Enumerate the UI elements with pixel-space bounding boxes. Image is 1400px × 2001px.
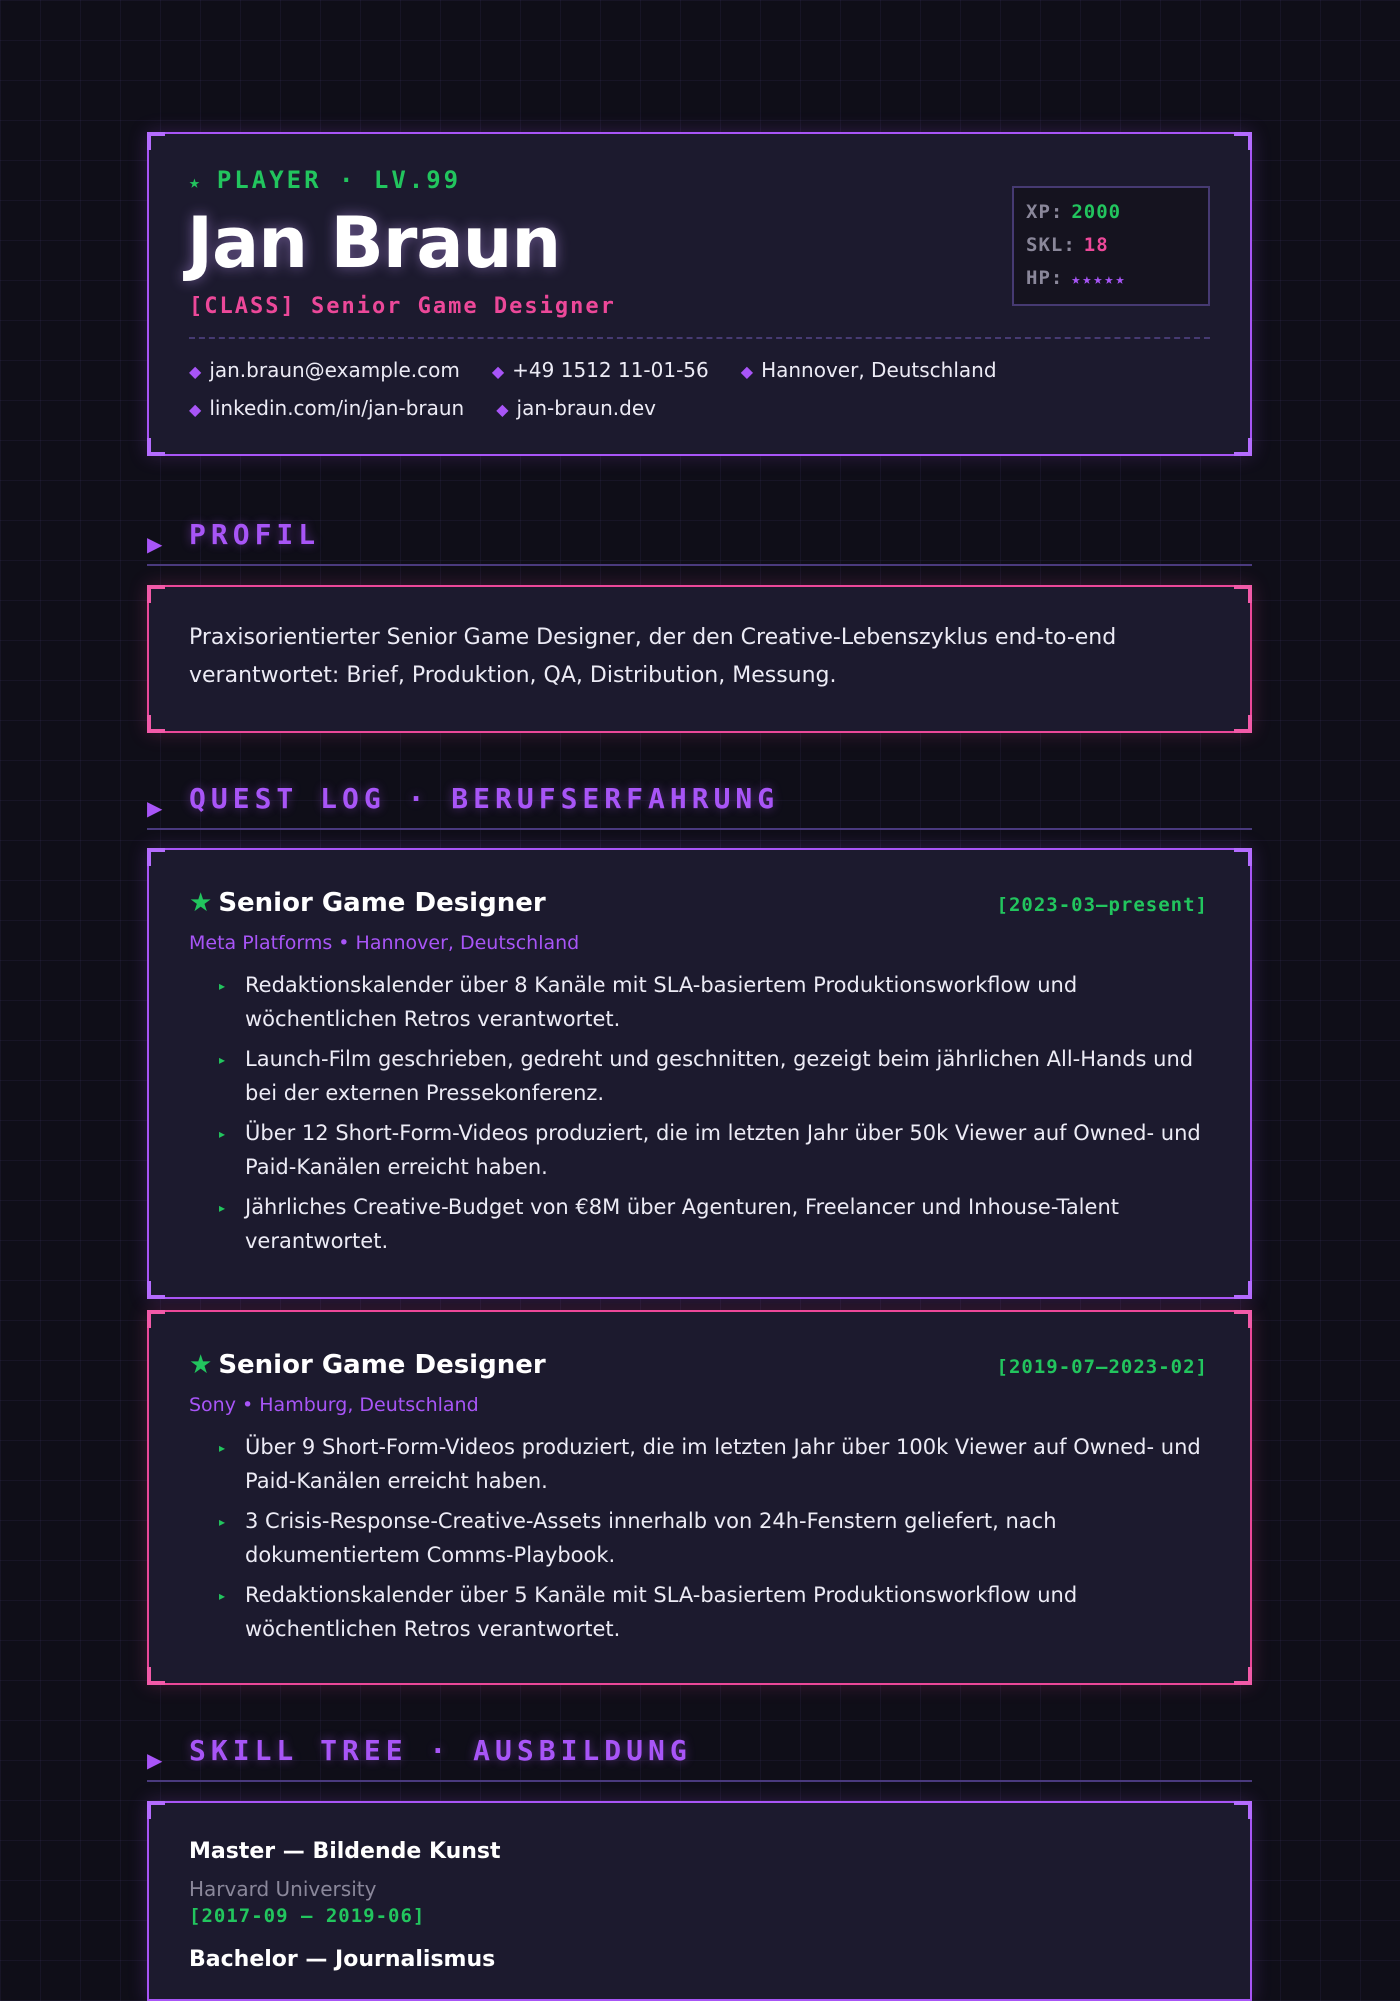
list-item: ▸ Launch-Film geschrieben, gedreht und geschnitten, gezeigt beim jährlichen All-Hands und bei der externen Pressekonferenz. xyxy=(219,1042,1219,1110)
education-card xyxy=(147,1801,1252,2001)
triangle-right-icon: ▶ xyxy=(147,1748,163,1772)
star-icon: ★ xyxy=(189,172,203,193)
list-item: ▸ 3 Crisis-Response-Creative-Assets innerhalb von 24h-Fenstern geliefert, nach dokumentiertem Comms-Playbook. xyxy=(219,1504,1219,1572)
player-level: ★ PLAYER · LV.99 xyxy=(189,166,462,194)
edu-degree: Bachelor — Journalismus xyxy=(189,1947,496,1972)
list-item: ▸ Jährliches Creative-Budget von €8M über Agenturen, Freelancer und Inhouse-Talent verantwortet. xyxy=(219,1190,1219,1258)
list-item: ▸ Über 9 Short-Form-Videos produziert, die im letzten Jahr über 100k Viewer auf Owned- und Paid-Kanälen erreicht haben. xyxy=(219,1430,1219,1498)
divider xyxy=(189,337,1210,339)
bullet-arrow-icon: ▸ xyxy=(219,1515,226,1529)
bullet-arrow-icon: ▸ xyxy=(219,1127,226,1141)
bullet-arrow-icon: ▸ xyxy=(219,1201,226,1215)
job-date: [2019-07—2023-02] xyxy=(996,1356,1208,1378)
list-item: ▸ Über 12 Short-Form-Videos produziert, die im letzten Jahr über 50k Viewer auf Owned- und Paid-Kanälen erreicht haben. xyxy=(219,1116,1219,1184)
section-heading-experience: ▶ QUEST LOG · BERUFSERFAHRUNG xyxy=(147,778,1252,830)
job-company: Sony • Hamburg, Deutschland xyxy=(189,1394,479,1416)
star-icon: ★ xyxy=(189,888,213,918)
profile-text: Praxisorientierter Senior Game Designer, der den Creative-Lebenszyklus end-to-end verantwortet: Brief, Produktion, QA, Distribution, Messung. xyxy=(189,625,1117,688)
section-heading-profile: ▶ PROFIL xyxy=(147,514,1252,566)
job-bullets xyxy=(219,1430,1219,1652)
list-item: ▸ Redaktionskalender über 8 Kanäle mit SLA-basiertem Produktionsworkflow und wöchentlichen Retros verantwortet. xyxy=(219,968,1219,1036)
list-item: ▸ Redaktionskalender über 5 Kanäle mit SLA-basiertem Produktionsworkflow und wöchentlichen Retros verantwortet. xyxy=(219,1578,1219,1646)
contact-phone[interactable]: ◆ +49 1512 11-01-56 xyxy=(491,358,709,382)
contact-location: ◆ Hannover, Deutschland xyxy=(740,358,997,382)
diamond-icon: ◆ xyxy=(491,362,505,381)
bullet-arrow-icon: ▸ xyxy=(219,1053,226,1067)
stat-hp: HP: ★★★★★ xyxy=(1026,267,1127,289)
edu-date: [2017-09 — 2019-06] xyxy=(189,1905,426,1927)
diamond-icon: ◆ xyxy=(189,400,202,419)
diamond-icon: ◆ xyxy=(189,362,202,381)
diamond-icon: ◆ xyxy=(740,362,754,381)
hp-stars-icon: ★★★★★ xyxy=(1071,270,1127,288)
candidate-name: Jan Braun xyxy=(187,202,561,284)
contact-linkedin[interactable]: ◆ linkedin.com/in/jan-braun xyxy=(189,396,465,420)
job-bullets xyxy=(219,968,1219,1264)
job-date: [2023-03—present] xyxy=(996,894,1208,916)
stat-xp: XP: 2000 xyxy=(1026,201,1122,223)
job-title: ★ Senior Game Designer xyxy=(189,1350,546,1380)
job-card xyxy=(147,848,1252,1299)
job-company: Meta Platforms • Hannover, Deutschland xyxy=(189,932,580,954)
contact-email[interactable]: ◆ jan.braun@example.com xyxy=(189,358,460,382)
contact-list xyxy=(189,352,1209,428)
triangle-right-icon: ▶ xyxy=(147,532,163,556)
bullet-arrow-icon: ▸ xyxy=(219,979,226,993)
contact-website[interactable]: ◆ jan-braun.dev xyxy=(496,396,656,420)
edu-school: Harvard University xyxy=(189,1877,377,1901)
stat-skl: SKL: 18 xyxy=(1026,234,1109,256)
diamond-icon: ◆ xyxy=(496,400,509,419)
profile-card xyxy=(147,585,1252,733)
stats-box xyxy=(1012,186,1210,306)
job-card xyxy=(147,1310,1252,1685)
job-class: [CLASS] Senior Game Designer xyxy=(189,294,616,319)
section-heading-education: ▶ SKILL TREE · AUSBILDUNG xyxy=(147,1730,1252,1782)
bullet-arrow-icon: ▸ xyxy=(219,1441,226,1455)
bullet-arrow-icon: ▸ xyxy=(219,1589,226,1603)
star-icon: ★ xyxy=(189,1350,213,1380)
header-card xyxy=(147,132,1252,456)
edu-degree: Master — Bildende Kunst xyxy=(189,1839,501,1864)
triangle-right-icon: ▶ xyxy=(147,796,163,820)
job-title: ★ Senior Game Designer xyxy=(189,888,546,918)
